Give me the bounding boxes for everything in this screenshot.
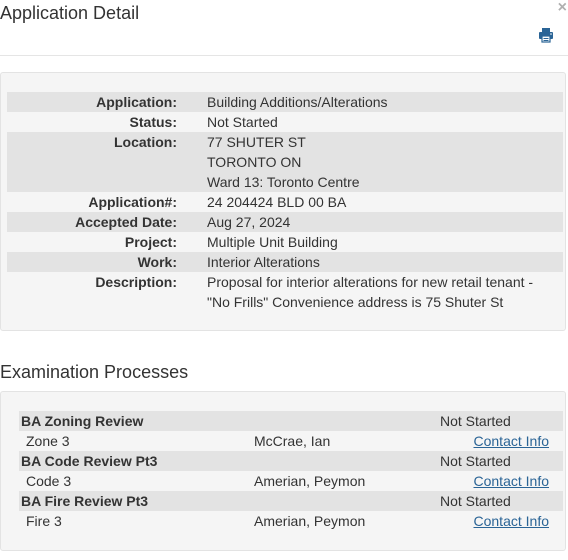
process-name: BA Fire Review Pt3 bbox=[19, 491, 440, 511]
process-name: BA Code Review Pt3 bbox=[19, 451, 440, 471]
print-icon[interactable] bbox=[538, 27, 554, 43]
page-title: Application Detail bbox=[0, 3, 140, 23]
detail-row-application bbox=[7, 92, 563, 112]
detail-label: Work: bbox=[7, 252, 207, 272]
detail-value: Not Started bbox=[207, 114, 278, 130]
detail-value: 24 204424 BLD 00 BA bbox=[207, 194, 347, 210]
close-icon[interactable]: × bbox=[557, 0, 567, 16]
contact-info-cell bbox=[440, 431, 563, 451]
detail-label: Status: bbox=[129, 114, 177, 130]
detail-label: Application#: bbox=[88, 194, 177, 210]
detail-value: Building Additions/Alterations bbox=[207, 92, 563, 112]
examiner-name: McCrae, Ian bbox=[254, 433, 331, 449]
examination-processes-title: Examination Processes bbox=[0, 362, 189, 382]
detail-label: Application: bbox=[7, 92, 207, 112]
contact-info-link[interactable]: Contact Info bbox=[473, 473, 549, 489]
examiner-name: Amerian, Peymon bbox=[254, 513, 366, 529]
detail-label: Project: bbox=[124, 234, 177, 250]
detail-row-status bbox=[7, 112, 563, 132]
header-divider bbox=[0, 55, 568, 56]
examination-processes-table bbox=[19, 411, 563, 531]
detail-value: Multiple Unit Building bbox=[207, 234, 338, 250]
detail-row-description bbox=[7, 272, 563, 312]
process-name: BA Zoning Review bbox=[19, 411, 440, 431]
detail-row-accepted-date bbox=[7, 212, 563, 232]
detail-label: Description: bbox=[95, 274, 177, 290]
examiner-row bbox=[19, 431, 563, 451]
process-row-zoning bbox=[19, 411, 563, 431]
process-row-code bbox=[19, 451, 563, 471]
detail-row-project bbox=[7, 232, 563, 252]
detail-label: Accepted Date: bbox=[7, 212, 207, 232]
detail-value bbox=[207, 272, 563, 312]
process-row-fire bbox=[19, 491, 563, 511]
detail-value bbox=[207, 132, 563, 192]
detail-row-application-number bbox=[7, 192, 563, 212]
description-line: Proposal for interior alterations for new retail tenant - bbox=[207, 274, 534, 290]
application-detail-table bbox=[7, 92, 563, 312]
examiner-row bbox=[19, 511, 563, 531]
examiner-code: Zone 3 bbox=[26, 433, 70, 449]
location-street: 77 SHUTER ST bbox=[207, 134, 306, 150]
contact-info-link[interactable]: Contact Info bbox=[473, 513, 549, 529]
detail-value: Interior Alterations bbox=[207, 252, 563, 272]
examination-processes-panel bbox=[0, 391, 566, 551]
location-ward: Ward 13: Toronto Centre bbox=[207, 174, 360, 190]
location-city: TORONTO ON bbox=[207, 154, 302, 170]
examiner-row bbox=[19, 471, 563, 491]
process-status: Not Started bbox=[440, 491, 563, 511]
detail-value: Aug 27, 2024 bbox=[207, 212, 563, 232]
detail-row-work bbox=[7, 252, 563, 272]
detail-label: Location: bbox=[7, 132, 207, 192]
detail-row-location bbox=[7, 132, 563, 192]
examiner-code: Fire 3 bbox=[26, 513, 62, 529]
contact-info-cell bbox=[440, 511, 563, 531]
application-detail-panel bbox=[0, 72, 566, 331]
contact-info-link[interactable]: Contact Info bbox=[473, 433, 549, 449]
examiner-code: Code 3 bbox=[26, 473, 72, 489]
examiner-name: Amerian, Peymon bbox=[254, 473, 366, 489]
process-status: Not Started bbox=[440, 451, 563, 471]
description-line: "No Frills" Convenience address is 75 Shuter St bbox=[207, 294, 504, 310]
contact-info-cell bbox=[440, 471, 563, 491]
process-status: Not Started bbox=[440, 411, 563, 431]
